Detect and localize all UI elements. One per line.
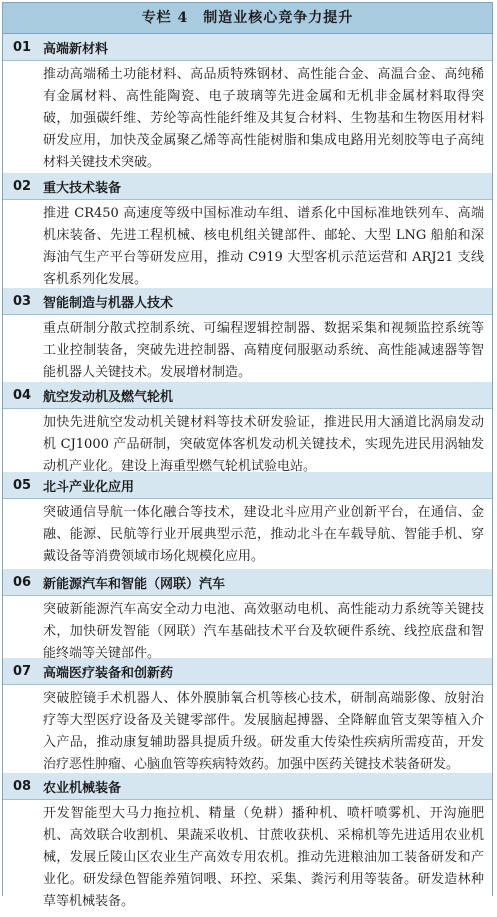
section-title: 航空发动机及燃气轮机 xyxy=(43,389,174,405)
section-title: 高端新材料 xyxy=(43,41,109,57)
section-body: 重点研制分散式控制系统、可编程逻辑控制器、数据采集和视频监控系统等工业控制装备，突破先进控制器、高精度伺服驱动系统、高性能减速器等智能机器人关键技术。发展增材制造。 xyxy=(3,315,492,388)
section-title: 农业机械装备 xyxy=(43,780,122,796)
section-header xyxy=(3,658,492,685)
section-04 xyxy=(3,382,492,472)
section-header xyxy=(3,34,492,61)
section-05 xyxy=(3,472,492,569)
section-title: 高端医疗装备和创新药 xyxy=(43,665,174,681)
section-header xyxy=(3,288,492,315)
section-08 xyxy=(3,773,492,917)
section-number: 05 xyxy=(13,477,32,493)
section-number: 06 xyxy=(13,574,32,590)
section-title: 重大技术装备 xyxy=(43,180,122,196)
column-box xyxy=(2,2,493,909)
column-title: 专栏 4 制造业核心竞争力提升 xyxy=(3,3,492,34)
section-body: 突破通信导航一体化融合等技术，建设北斗应用产业创新平台，在通信、金融、能源、民航等行业开展典型示范，推动北斗在车载导航、智能手机、穿戴设备等消费领域市场化规模化应用。 xyxy=(3,499,492,572)
section-number: 08 xyxy=(13,778,32,794)
section-header xyxy=(3,382,492,409)
section-body: 突破新能源汽车高安全动力电池、高效驱动电机、高性能动力系统等关键技术，加快研发智能（网联）汽车基础技术平台及软硬件系统、线控底盘和智能终端等关键部件。 xyxy=(3,596,492,669)
section-body: 推进 CR450 高速度等级中国标准动车组、谱系化中国标准地铁列车、高端机床装备、先进工程机械、核电机组关键部件、邮轮、大型 LNG 船舶和深海油气生产平台等研发应用，推动 C919 大型客机示范运营和 ARJ21 支线客机系列化发展。 xyxy=(3,200,492,295)
section-number: 01 xyxy=(13,39,32,55)
section-header xyxy=(3,569,492,596)
section-body: 推动高端稀土功能材料、高品质特殊钢材、高性能合金、高温合金、高纯稀有金属材料、高性能陶瓷、电子玻璃等先进金属和无机非金属材料取得突破，加强碳纤维、芳纶等高性能纤维及其复合材料、生物基和生物医用材料研发应用，加快茂金属聚乙烯等高性能树脂和集成电路用光刻胶等电子高纯材料关键技术突破。 xyxy=(3,61,492,178)
section-01 xyxy=(3,34,492,173)
section-title: 北斗产业化应用 xyxy=(43,479,135,495)
section-02 xyxy=(3,173,492,288)
section-title: 智能制造与机器人技术 xyxy=(43,295,174,311)
section-number: 04 xyxy=(13,387,32,403)
section-title: 新能源汽车和智能（网联）汽车 xyxy=(43,576,226,592)
section-body: 加快先进航空发动机关键材料等技术研发验证，推进民用大涵道比涡扇发动机 CJ1000 产品研制，突破宽体客机发动机关键技术，实现先进民用涡轴发动机产业化。建设上海重型燃气轮机试验电站。 xyxy=(3,409,492,482)
section-03 xyxy=(3,288,492,382)
section-06 xyxy=(3,569,492,661)
section-body: 突破腔镜手术机器人、体外膜肺氧合机等核心技术，研制高端影像、放射治疗等大型医疗设备及关键零部件。发展脑起搏器、全降解血管支架等植入介入产品，推动康复辅助器具提质升级。研发重大传染性疾病所需疫苗，开发治疗恶性肿瘤、心脑血管等疾病特效药。加强中医药关键技术装备研发。 xyxy=(3,685,492,780)
section-number: 07 xyxy=(13,663,32,679)
section-07 xyxy=(3,658,492,773)
section-header xyxy=(3,173,492,200)
section-header xyxy=(3,773,492,800)
section-number: 02 xyxy=(13,178,32,194)
section-number: 03 xyxy=(13,293,32,309)
section-body: 开发智能型大马力拖拉机、精量（免耕）播种机、喷杆喷雾机、开沟施肥机、高效联合收割机、果蔬采收机、甘蔗收获机、采棉机等先进适用农业机械，发展丘陵山区农业生产高效专用农机。推动先进粮油加工装备研发和产业化。研发绿色智能养殖饲喂、环控、采集、粪污利用等装备。研发造林种草等机械装备。 xyxy=(3,800,492,917)
